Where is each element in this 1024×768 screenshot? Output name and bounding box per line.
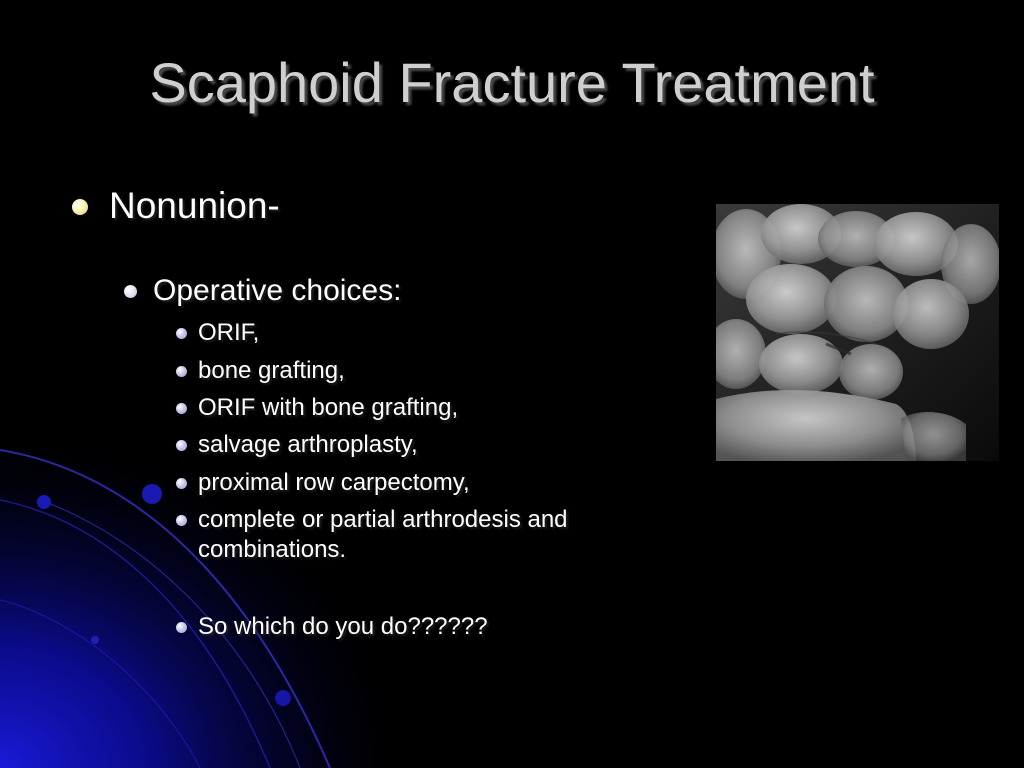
bullet-level2-text: Operative choices:: [153, 274, 402, 307]
decor-dot-3: [275, 690, 291, 706]
slide-title: Scaphoid Fracture Treatment: [149, 51, 875, 114]
bullet-level1-text: Nonunion-: [109, 185, 280, 226]
bullet-level3-text: So which do you do??????: [198, 613, 488, 640]
bullet-level3-text: bone grafting,: [198, 357, 345, 384]
bullet-level3-item: [176, 356, 658, 386]
bullet-level3-text: ORIF with bone grafting,: [198, 394, 459, 421]
lavender-sphere-bullet-icon: [176, 366, 187, 377]
bullet-level3-item: [176, 612, 658, 642]
decor-dot-4: [91, 636, 99, 644]
bullet-level3-text: complete or partial arthrodesis and combinations.: [198, 506, 568, 563]
lavender-sphere-bullet-icon: [176, 478, 187, 489]
bullet-level3-item: [176, 318, 658, 348]
decor-dot-1: [37, 495, 51, 509]
wrist-xray-image: [716, 204, 999, 461]
lavender-sphere-bullet-icon: [176, 440, 187, 451]
lavender-sphere-bullet-icon: [176, 515, 187, 526]
lavender-sphere-bullet-icon: [176, 403, 187, 414]
bullet-level3-item: [176, 393, 658, 423]
white-sphere-bullet-icon: [124, 285, 137, 298]
yellow-sphere-bullet-icon: [72, 199, 88, 215]
bullet-level3-text: proximal row carpectomy,: [198, 469, 470, 496]
bullet-level2-operative-choices: [124, 273, 401, 309]
bullet-level3-text: salvage arthroplasty,: [198, 431, 418, 458]
lavender-sphere-bullet-icon: [176, 328, 187, 339]
xray-graphic: [716, 204, 999, 461]
bullet-level3-item: [176, 430, 658, 460]
bullet-level3-text: ORIF,: [198, 319, 260, 346]
lavender-sphere-bullet-icon: [176, 622, 187, 633]
bullet-level3-item: [176, 505, 658, 565]
decor-dot-2: [142, 484, 162, 504]
bullet-level1-nonunion: [72, 184, 280, 228]
bullet-level3-item: [176, 468, 658, 498]
